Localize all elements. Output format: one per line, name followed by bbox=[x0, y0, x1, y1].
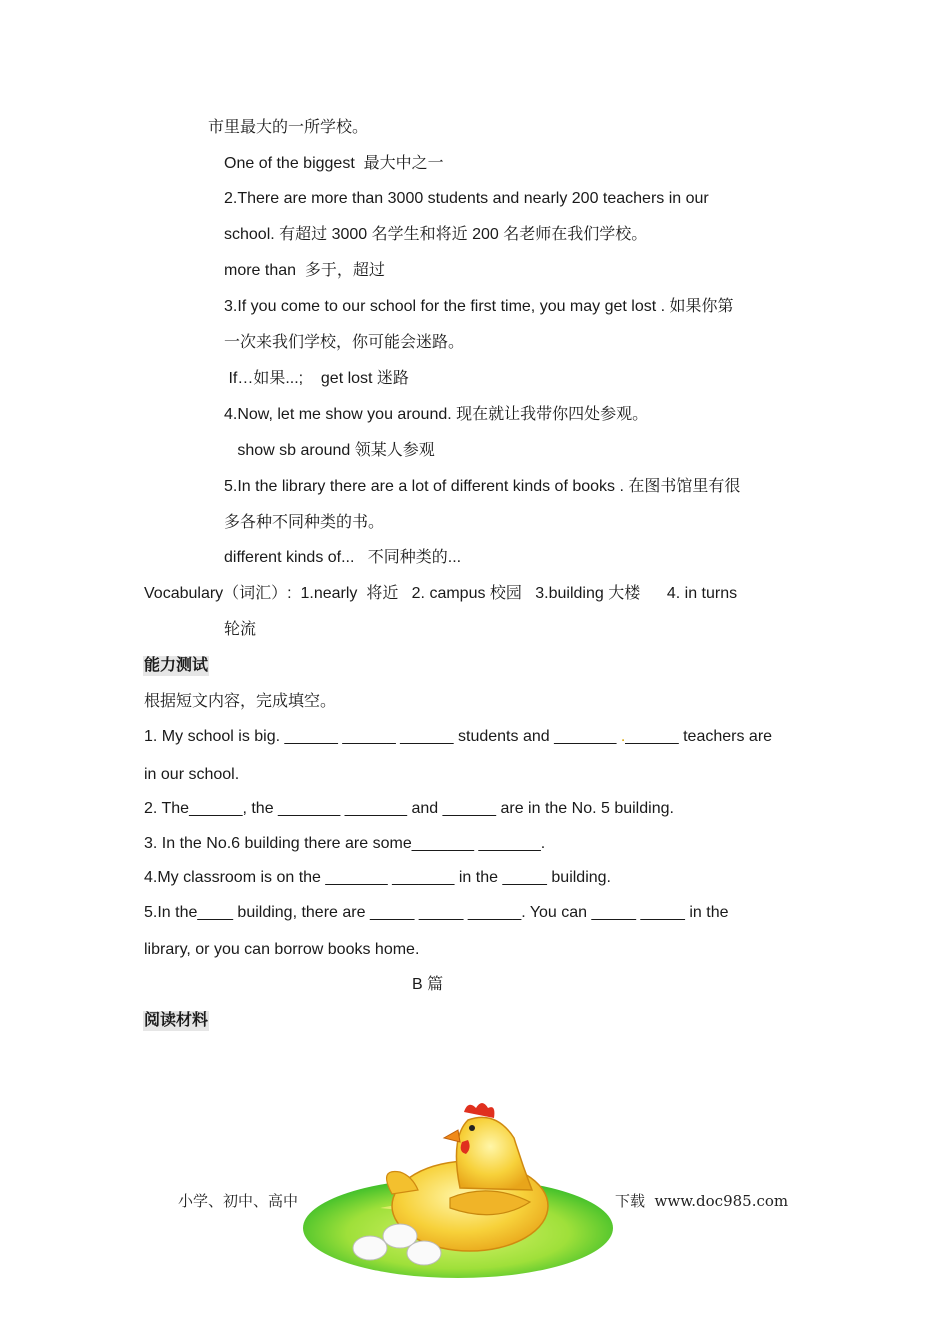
section-b-title: B 篇 bbox=[412, 976, 444, 993]
vocabulary-line: 轮流 bbox=[224, 621, 257, 638]
hen-beak bbox=[444, 1130, 460, 1142]
stray-mark: . bbox=[620, 728, 626, 745]
explanation-line: If…如果...; get lost 迷路 bbox=[224, 370, 409, 387]
explanation-line: 4.Now, let me show you around. 现在就让我带你四处参观。 bbox=[224, 406, 649, 423]
hen-neck bbox=[456, 1117, 532, 1190]
reading-heading: 阅读材料 bbox=[144, 1012, 209, 1029]
footer-right: 下载 www.doc985.com bbox=[615, 1192, 789, 1210]
ability-test-heading: 能力测试 bbox=[144, 657, 209, 674]
explanation-line: One of the biggest 最大中之一 bbox=[224, 155, 444, 172]
question-5-cont: library, or you can borrow books home. bbox=[144, 941, 420, 958]
explanation-line: show sb around 领某人参观 bbox=[224, 442, 435, 459]
question-2: 2. The______, the _______ _______ and ______ are in the No. 5 building. bbox=[144, 800, 674, 817]
question-4: 4.My classroom is on the _______ _______ in the _____ building. bbox=[144, 869, 611, 886]
explanation-line: school. 有超过 3000 名学生和将近 200 名老师在我们学校。 bbox=[224, 226, 648, 243]
question-1-cont: in our school. bbox=[144, 766, 240, 783]
hen-eye bbox=[469, 1125, 475, 1131]
hen-illustration bbox=[300, 1098, 620, 1284]
egg bbox=[353, 1236, 387, 1260]
question-1 bbox=[144, 727, 772, 747]
explanation-line: 3.If you come to our school for the first time, you may get lost . 如果你第 bbox=[224, 298, 734, 315]
question-text: ______ teachers are bbox=[625, 728, 773, 745]
explanation-line: 多各种不同种类的书。 bbox=[224, 514, 385, 531]
explanation-line: 5.In the library there are a lot of different kinds of books . 在图书馆里有很 bbox=[224, 478, 741, 495]
hen-comb bbox=[464, 1103, 494, 1118]
footer-left: 小学、初中、高中 bbox=[178, 1192, 299, 1210]
question-text: 1. My school is big. ______ ______ ______ students and _______ bbox=[144, 728, 621, 745]
explanation-line: 一次来我们学校，你可能会迷路。 bbox=[224, 334, 465, 351]
explanation-line: different kinds of... 不同种类的... bbox=[224, 549, 462, 566]
question-3: 3. In the No.6 building there are some_______ _______. bbox=[144, 835, 546, 852]
vocabulary-line: Vocabulary（词汇）: 1.nearly 将近 2. campus 校园 3.building 大楼 4. in turns bbox=[144, 585, 738, 602]
explanation-line: 市里最大的一所学校。 bbox=[208, 119, 369, 136]
explanation-line: more than 多于，超过 bbox=[224, 262, 385, 279]
explanation-line: 2.There are more than 3000 students and nearly 200 teachers in our bbox=[224, 190, 709, 207]
question-5: 5.In the____ building, there are _____ _____ ______. You can _____ _____ in the bbox=[144, 904, 729, 921]
egg bbox=[407, 1241, 441, 1265]
test-instruction: 根据短文内容，完成填空。 bbox=[144, 693, 337, 710]
